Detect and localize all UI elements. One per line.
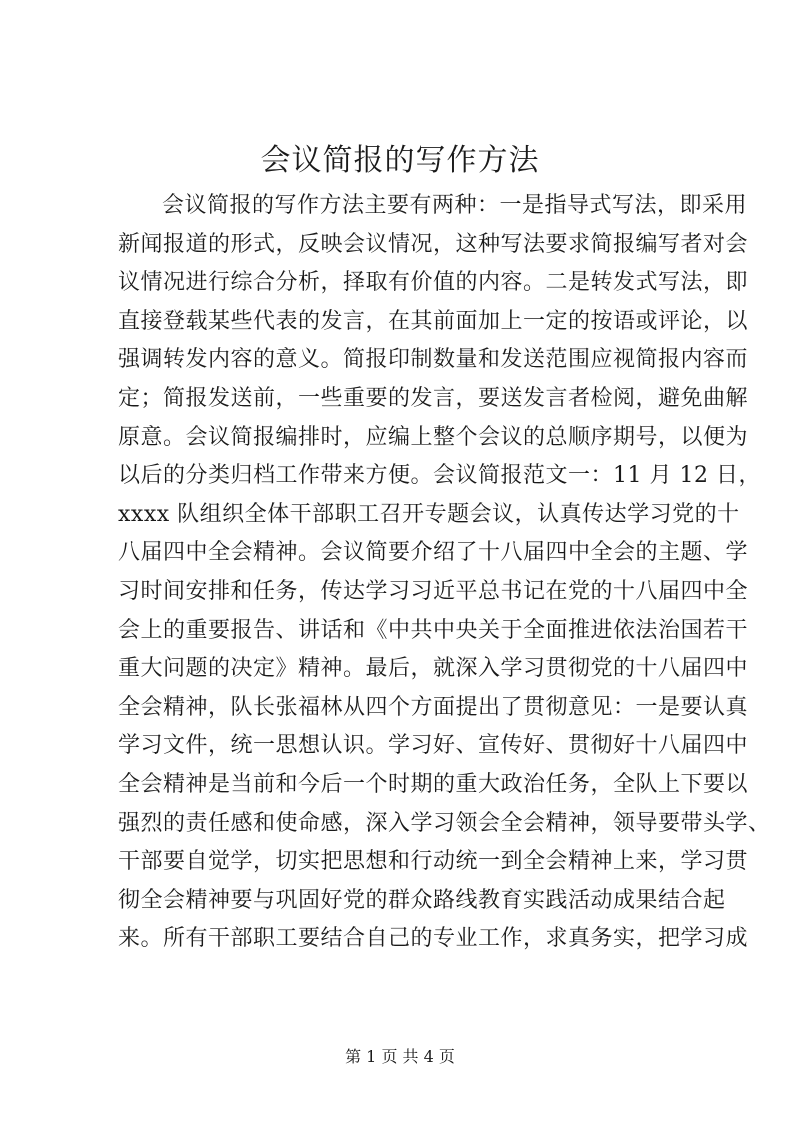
body-line: 新闻报道的形式，反映会议情况，这种写法要求简报编写者对会 [118, 231, 749, 257]
page-number-footer: 第 1 页 共 4 页 [345, 1047, 455, 1066]
body-line: 来。所有干部职工要结合自己的专业工作，求真务实，把学习成 [118, 926, 749, 952]
body-line: 原意。会议简报编排时，应编上整个会议的总顺序期号，以便为 [118, 424, 749, 450]
document-title: 会议简报的写作方法 [260, 143, 540, 178]
body-line: 彻全会精神要与巩固好党的群众路线教育实践活动成果结合起 [118, 887, 726, 913]
body-line: 学习文件，统一思想认识。学习好、宣传好、贯彻好十八届四中 [118, 733, 749, 759]
body-line: 定；简报发送前，一些重要的发言，要送发言者检阅，避免曲解 [118, 385, 749, 411]
body-line: 八届四中全会精神。会议简要介绍了十八届四中全会的主题、学 [118, 540, 749, 566]
document-body [118, 187, 771, 959]
body-line: 习时间安排和任务，传达学习习近平总书记在党的十八届四中全 [118, 578, 749, 604]
body-line: 会议简报的写作方法主要有两种：一是指导式写法，即采用 [162, 193, 748, 218]
body-line: xxxx 队组织全体干部职工召开专题会议，认真传达学习党的十 [118, 501, 740, 527]
body-line: 以后的分类归档工作带来方便。会议简报范文一：11 月 12 日， [118, 463, 761, 489]
body-line: 强调转发内容的意义。简报印制数量和发送范围应视简报内容而 [118, 347, 749, 373]
body-line: 强烈的责任感和使命感，深入学习领会全会精神，领导要带头学、 [118, 810, 771, 836]
body-line: 干部要自觉学，切实把思想和行动统一到全会精神上来，学习贯 [118, 849, 749, 875]
body-line: 全会精神，队长张福林从四个方面提出了贯彻意见：一是要认真 [118, 694, 749, 720]
body-line: 直接登载某些代表的发言，在其前面加上一定的按语或评论，以 [118, 308, 749, 334]
body-line: 议情况进行综合分析，择取有价值的内容。二是转发式写法，即 [118, 270, 749, 296]
body-line: 重大问题的决定》精神。最后，就深入学习贯彻党的十八届四中 [118, 656, 749, 682]
body-line: 会上的重要报告、讲话和《中共中央关于全面推进依法治国若干 [118, 617, 749, 643]
body-line: 全会精神是当前和今后一个时期的重大政治任务，全队上下要以 [118, 771, 749, 797]
